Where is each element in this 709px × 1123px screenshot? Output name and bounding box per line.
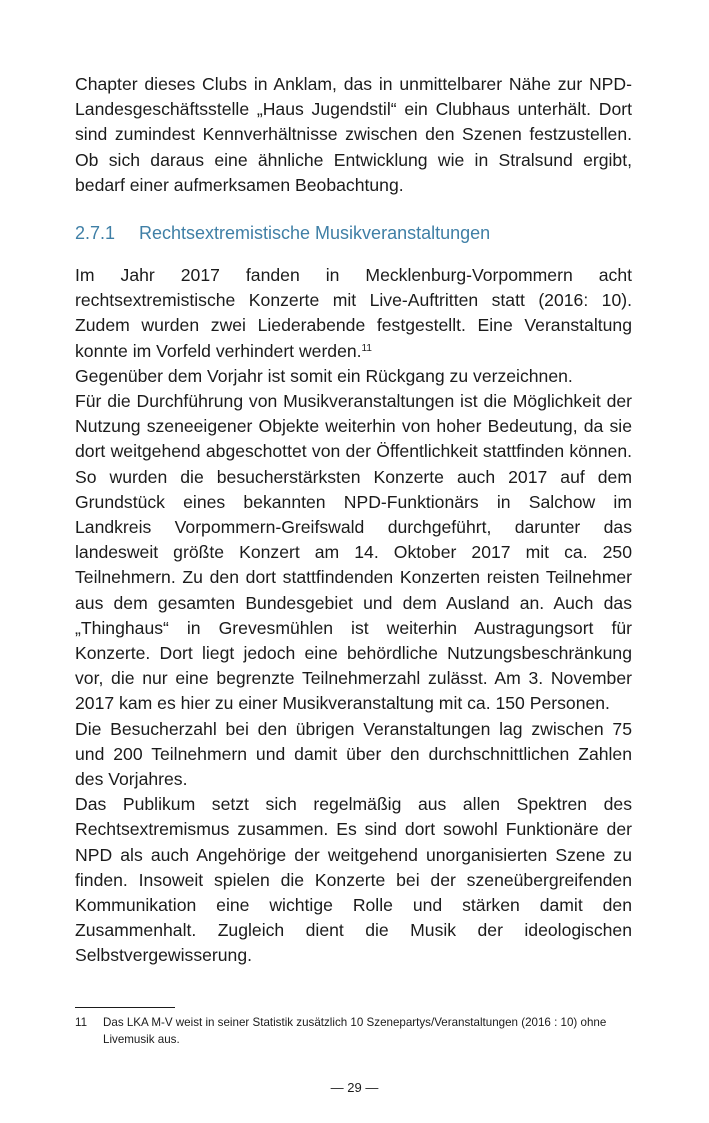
footnote-divider — [75, 1007, 175, 1008]
paragraph-venues: Für die Durchführung von Musikveranstaltungen ist die Möglichkeit der Nutzung szeneeigener Objekte weiterhin von hoher Bedeutung, da sie dort weitgehend abgeschottet von der Öffentlichkeit stattfinden können. So wurden die besucherstärksten Konzerte auch 2017 auf dem Grundstück eines bekannten NPD-Funktionärs in Salchow im Landkreis Vorpommern-Greifswald durchgeführt, darunter das landesweit größte Konzert am 14. Oktober 2017 mit ca. 250 Teilnehmern. Zu den dort stattfindenden Konzerten reisten Teilnehmer aus dem gesamten Bundesgebiet und dem Ausland an. Auch das „Thinghaus“ in Grevesmühlen ist weiterhin Austragungsort für Konzerte. Dort liegt jedoch eine behördliche Nutzungsbeschränkung vor, die nur eine begrenzte Teilnehmerzahl zulässt. Am 3. November 2017 kam es hier zu einer Musikveranstaltung mit ca. 150 Personen. — [75, 391, 632, 714]
page-number: — 29 — — [330, 1080, 379, 1095]
footnote-number: 11 — [75, 1016, 88, 1029]
paragraph-audience: Das Publikum setzt sich regelmäßig aus allen Spektren des Rechtsextremismus zusammen. Es sind dort sowohl Funktionäre der NPD als auch Angehörige der weitgehend unorganisierten Szene zu finden. Insoweit spielen die Konzerte bei der szeneübergreifenden Kommunikation eine wichtige Rolle und stärken damit den Zusammenhalt. Zugleich dient die Musik der ideologischen Selbstvergewisserung. — [75, 794, 632, 966]
section-title: Rechtsextremistische Musikveranstaltungen — [139, 223, 491, 243]
footnote — [75, 1014, 635, 1048]
footnote-reference[interactable]: 11 — [361, 342, 372, 354]
section-number: 2.7.1 — [75, 223, 116, 243]
intro-text: Chapter dieses Clubs in Anklam, das in unmittelbarer Nähe zur NPD-Landesgeschäftsstelle „Haus Jugendstil“ ein Clubhaus unterhält. Dort sind zumindest Kennverhältnisse zwischen den Szenen festzustellen. Ob sich daraus eine ähnliche Entwicklung wie in Stralsund ergibt, bedarf einer aufmerksamen Beobachtung. — [75, 74, 632, 195]
section-heading — [75, 220, 632, 246]
intro-paragraph — [75, 72, 632, 198]
paragraph-decline: Gegenüber dem Vorjahr ist somit ein Rückgang zu verzeichnen. — [75, 365, 573, 386]
section-body — [75, 263, 632, 969]
paragraph-attendance: Die Besucherzahl bei den übrigen Veranstaltungen lag zwischen 75 und 200 Teilnehmern und damit über den durchschnittlichen Zahlen des Vorjahres. — [75, 718, 632, 790]
paragraph-concerts — [75, 263, 632, 364]
footnote-text: Das LKA M-V weist in seiner Statistik zusätzlich 10 Szenepartys/Veranstaltungen (2016 : 10) ohne Livemusik aus. — [103, 1016, 607, 1046]
paragraph-concerts-text: Im Jahr 2017 fanden in Mecklenburg-Vorpommern acht rechtsextremistische Konzerte mit Live-Auftritten statt (2016: 10). Zudem wurden zwei Liederabende festgestellt. Eine Veranstaltung konnte im Vorfeld verhindert werden. — [75, 265, 632, 361]
